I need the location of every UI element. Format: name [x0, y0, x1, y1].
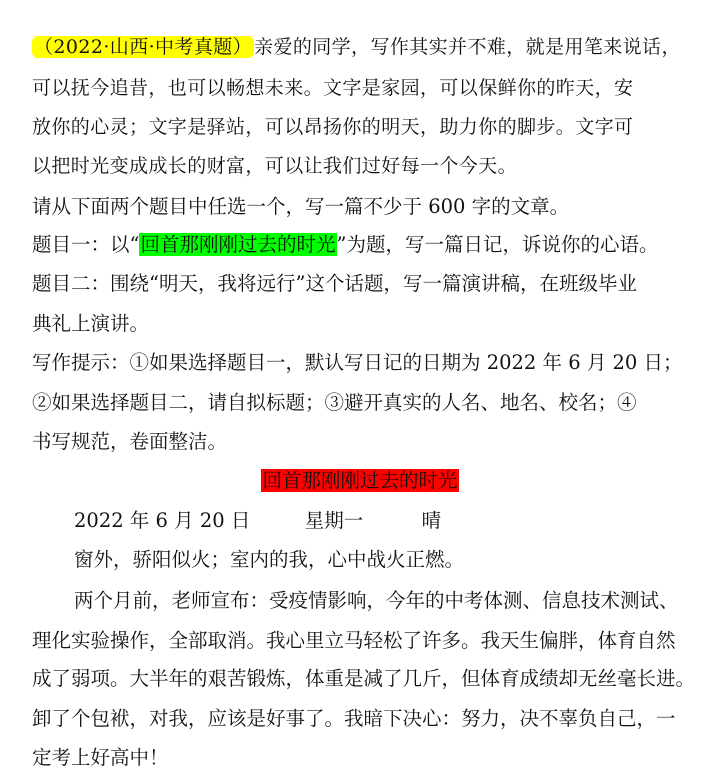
topic-one-title: 回首那刚刚过去的时光 [140, 233, 336, 256]
topic-two-line-1: 题目二：围绕“明天，我将远行”这个话题，写一篇演讲稿，在班级毕业 [32, 272, 637, 295]
topic-one-prefix: 题目一：以“ [32, 233, 140, 256]
instruction-line: 请从下面两个题目中任选一个，写一篇不少于 600 字的文章。 [32, 195, 570, 218]
essay-line-5: 卸了个包袱，对我，应该是好事了。我暗下决心：努力，决不辜负自己，一 [32, 707, 676, 730]
diary-weather: 晴 [421, 509, 442, 532]
essay-line-2: 两个月前，老师宣布：受疫情影响，今年的中考体测、信息技术测试、 [74, 589, 679, 612]
essay-title-row [0, 466, 720, 496]
tips-line-2: ②如果选择题目二，请自拟标题；③避开真实的人名、地名、校名；④ [32, 391, 637, 414]
topic-one [32, 230, 720, 260]
essay-line-1: 窗外，骄阳似火；室内的我，心中战火正燃。 [74, 548, 465, 571]
essay-line-3: 理化实验操作，全部取消。我心里立马轻松了许多。我天生偏胖，体育自然 [32, 629, 676, 652]
source-tag: （2022·山西·中考真题） [34, 36, 253, 58]
topic-one-suffix: ”为题，写一篇日记，诉说你的心语。 [336, 233, 659, 256]
prompt-line-4: 以把时光变成成长的财富，可以让我们过好每一个今天。 [32, 155, 518, 177]
tips-line-3: 书写规范，卷面整洁。 [32, 430, 228, 453]
prompt-text: 亲爱的同学，写作其实并不难，就是用笔来说话， [254, 36, 681, 58]
essay-line-4: 成了弱项。大半年的艰苦锻炼，体重是减了几斤，但体育成绩却无丝毫长进。 [32, 667, 696, 690]
essay-line-6: 定考上好高中！ [32, 746, 169, 769]
prompt-line-2: 可以抚今追昔，也可以畅想未来。文字是家园，可以保鲜你的昨天，安 [32, 77, 634, 99]
diary-header [74, 506, 720, 536]
prompt-line-1 [32, 32, 720, 62]
diary-date: 2022 年 6 月 20 日 [74, 509, 251, 532]
topic-two-line-2: 典礼上演讲。 [32, 312, 150, 335]
prompt-line-3: 放你的心灵；文字是驿站，可以昂扬你的明天，助力你的脚步。文字可 [32, 116, 634, 138]
essay-title: 回首那刚刚过去的时光 [262, 469, 458, 492]
diary-weekday: 星期一 [304, 509, 364, 532]
tips-line-1: 写作提示：①如果选择题目一，默认写日记的日期为 2022 年 6 月 20 日； [32, 351, 683, 374]
